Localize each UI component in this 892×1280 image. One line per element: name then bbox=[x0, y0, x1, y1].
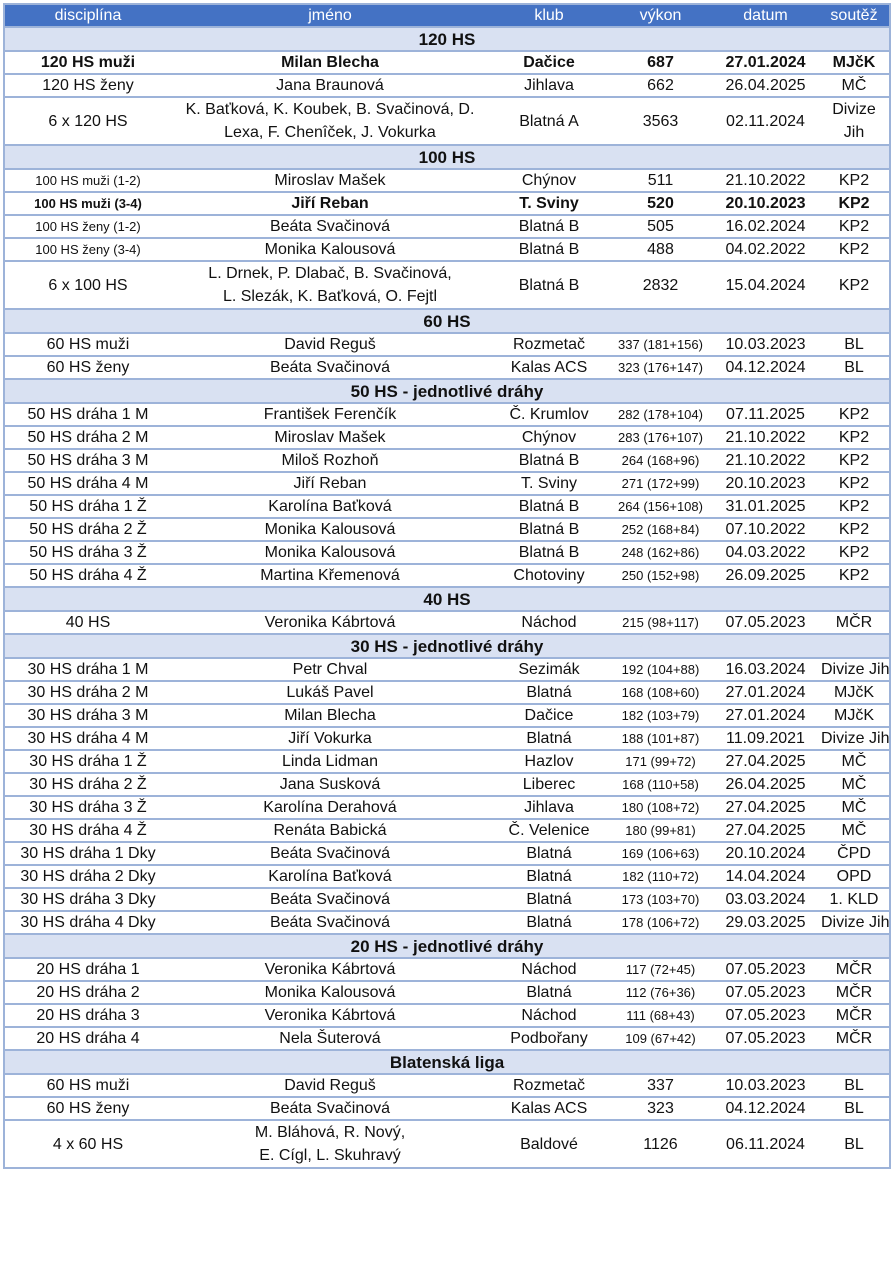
cell-jmeno: Miloš Rozhoň bbox=[171, 449, 489, 472]
cell-vykon: 687 bbox=[609, 51, 712, 74]
cell-datum: 02.11.2024 bbox=[712, 97, 819, 145]
cell-klub: Blatná bbox=[489, 981, 609, 1004]
cell-soutez: MČR bbox=[819, 981, 890, 1004]
cell-soutez: ČPD bbox=[819, 842, 890, 865]
cell-soutez: KP2 bbox=[819, 472, 890, 495]
table-row bbox=[4, 727, 890, 750]
cell-vykon: 109 (67+42) bbox=[609, 1027, 712, 1050]
cell-datum: 26.04.2025 bbox=[712, 74, 819, 97]
table-row bbox=[4, 842, 890, 865]
cell-klub: T. Sviny bbox=[489, 472, 609, 495]
cell-vykon: 282 (178+104) bbox=[609, 403, 712, 426]
cell-vykon: 111 (68+43) bbox=[609, 1004, 712, 1027]
cell-vykon: 252 (168+84) bbox=[609, 518, 712, 541]
cell-soutez: MČ bbox=[819, 796, 890, 819]
table-row bbox=[4, 449, 890, 472]
cell-disciplina: 30 HS dráha 3 Dky bbox=[4, 888, 171, 911]
cell-vykon: 337 bbox=[609, 1074, 712, 1097]
cell-vykon: 520 bbox=[609, 192, 712, 215]
cell-jmeno: Jana Susková bbox=[171, 773, 489, 796]
cell-datum: 27.04.2025 bbox=[712, 750, 819, 773]
cell-disciplina: 30 HS dráha 4 Dky bbox=[4, 911, 171, 934]
cell-jmeno: Milan Blecha bbox=[171, 51, 489, 74]
cell-klub: Chýnov bbox=[489, 169, 609, 192]
cell-soutez: MČ bbox=[819, 773, 890, 796]
cell-soutez: MČR bbox=[819, 1004, 890, 1027]
jmeno-line: E. Cígl, L. Skuhravý bbox=[259, 1147, 401, 1164]
cell-soutez: BL bbox=[819, 1120, 890, 1168]
cell-klub: Blatná bbox=[489, 911, 609, 934]
cell-soutez: MJčK bbox=[819, 51, 890, 74]
cell-soutez: Divize Jih bbox=[819, 911, 890, 934]
cell-klub: Č. Krumlov bbox=[489, 403, 609, 426]
section-title: 40 HS bbox=[4, 587, 890, 611]
cell-vykon: 488 bbox=[609, 238, 712, 261]
cell-datum: 20.10.2023 bbox=[712, 472, 819, 495]
cell-disciplina: 100 HS muži (3-4) bbox=[4, 192, 171, 215]
cell-klub: Hazlov bbox=[489, 750, 609, 773]
section-title: Blatenská liga bbox=[4, 1050, 890, 1074]
cell-datum: 21.10.2022 bbox=[712, 426, 819, 449]
table-row bbox=[4, 911, 890, 934]
cell-soutez: BL bbox=[819, 333, 890, 356]
jmeno-line: Lexa, F. Chenîček, J. Vokurka bbox=[224, 124, 436, 141]
cell-jmeno: Miroslav Mašek bbox=[171, 426, 489, 449]
cell-disciplina: 60 HS ženy bbox=[4, 1097, 171, 1120]
cell-vykon: 2832 bbox=[609, 261, 712, 309]
cell-jmeno: Miroslav Mašek bbox=[171, 169, 489, 192]
cell-disciplina: 40 HS bbox=[4, 611, 171, 634]
cell-jmeno: Jiří Reban bbox=[171, 472, 489, 495]
cell-disciplina: 50 HS dráha 2 Ž bbox=[4, 518, 171, 541]
section-row bbox=[4, 309, 890, 333]
section-row bbox=[4, 145, 890, 169]
table-row bbox=[4, 773, 890, 796]
cell-vykon: 3563 bbox=[609, 97, 712, 145]
cell-disciplina: 30 HS dráha 4 Ž bbox=[4, 819, 171, 842]
cell-disciplina: 30 HS dráha 2 M bbox=[4, 681, 171, 704]
cell-klub: Blatná bbox=[489, 865, 609, 888]
cell-klub: Náchod bbox=[489, 958, 609, 981]
cell-disciplina: 120 HS muži bbox=[4, 51, 171, 74]
cell-datum: 04.03.2022 bbox=[712, 541, 819, 564]
cell-disciplina: 4 x 60 HS bbox=[4, 1120, 171, 1168]
cell-jmeno: Renáta Babická bbox=[171, 819, 489, 842]
cell-vykon: 337 (181+156) bbox=[609, 333, 712, 356]
section-title: 100 HS bbox=[4, 145, 890, 169]
cell-soutez: KP2 bbox=[819, 495, 890, 518]
cell-disciplina: 30 HS dráha 2 Ž bbox=[4, 773, 171, 796]
cell-disciplina: 60 HS ženy bbox=[4, 356, 171, 379]
section-row bbox=[4, 27, 890, 51]
cell-vykon: 178 (106+72) bbox=[609, 911, 712, 934]
cell-soutez: KP2 bbox=[819, 518, 890, 541]
cell-jmeno: Karolína Derahová bbox=[171, 796, 489, 819]
cell-datum: 31.01.2025 bbox=[712, 495, 819, 518]
cell-vykon: 117 (72+45) bbox=[609, 958, 712, 981]
cell-jmeno: David Reguš bbox=[171, 1074, 489, 1097]
cell-jmeno: Nela Šuterová bbox=[171, 1027, 489, 1050]
table-row bbox=[4, 541, 890, 564]
table-row bbox=[4, 518, 890, 541]
cell-vykon: 283 (176+107) bbox=[609, 426, 712, 449]
cell-klub: Baldové bbox=[489, 1120, 609, 1168]
cell-soutez: MČ bbox=[819, 74, 890, 97]
cell-vykon: 169 (106+63) bbox=[609, 842, 712, 865]
cell-klub: Blatná bbox=[489, 888, 609, 911]
cell-disciplina: 30 HS dráha 3 Ž bbox=[4, 796, 171, 819]
cell-disciplina: 30 HS dráha 1 Dky bbox=[4, 842, 171, 865]
cell-vykon: 182 (103+79) bbox=[609, 704, 712, 727]
section-title: 50 HS - jednotlivé dráhy bbox=[4, 379, 890, 403]
table-row bbox=[4, 215, 890, 238]
cell-datum: 04.12.2024 bbox=[712, 356, 819, 379]
records-table bbox=[3, 3, 891, 1169]
cell-soutez: BL bbox=[819, 1074, 890, 1097]
table-row bbox=[4, 74, 890, 97]
jmeno-line: K. Baťková, K. Koubek, B. Svačinová, D. bbox=[185, 101, 475, 118]
cell-klub: Blatná B bbox=[489, 215, 609, 238]
cell-jmeno bbox=[171, 1120, 489, 1168]
table-body bbox=[4, 27, 890, 1168]
cell-disciplina: 6 x 120 HS bbox=[4, 97, 171, 145]
cell-datum: 16.02.2024 bbox=[712, 215, 819, 238]
cell-disciplina: 120 HS ženy bbox=[4, 74, 171, 97]
table-row bbox=[4, 981, 890, 1004]
cell-disciplina: 20 HS dráha 4 bbox=[4, 1027, 171, 1050]
cell-jmeno: Monika Kalousová bbox=[171, 981, 489, 1004]
cell-soutez: KP2 bbox=[819, 215, 890, 238]
table-row bbox=[4, 356, 890, 379]
cell-soutez: MČR bbox=[819, 611, 890, 634]
table-row bbox=[4, 1004, 890, 1027]
header-row bbox=[4, 4, 890, 27]
table-row bbox=[4, 472, 890, 495]
cell-jmeno: David Reguš bbox=[171, 333, 489, 356]
cell-vykon: 323 (176+147) bbox=[609, 356, 712, 379]
cell-jmeno: Monika Kalousová bbox=[171, 518, 489, 541]
cell-jmeno: Veronika Kábrtová bbox=[171, 611, 489, 634]
jmeno-line: M. Bláhová, R. Nový, bbox=[254, 1124, 406, 1141]
cell-klub: Rozmetač bbox=[489, 333, 609, 356]
cell-disciplina: 100 HS ženy (3-4) bbox=[4, 238, 171, 261]
table-row bbox=[4, 888, 890, 911]
cell-klub: Blatná bbox=[489, 681, 609, 704]
cell-vykon: 188 (101+87) bbox=[609, 727, 712, 750]
cell-disciplina: 50 HS dráha 3 M bbox=[4, 449, 171, 472]
section-title: 120 HS bbox=[4, 27, 890, 51]
cell-datum: 07.05.2023 bbox=[712, 958, 819, 981]
cell-klub: Blatná A bbox=[489, 97, 609, 145]
cell-jmeno: Veronika Kábrtová bbox=[171, 958, 489, 981]
cell-disciplina: 100 HS muži (1-2) bbox=[4, 169, 171, 192]
cell-jmeno: Beáta Svačinová bbox=[171, 842, 489, 865]
cell-klub: Blatná B bbox=[489, 495, 609, 518]
cell-klub: Blatná B bbox=[489, 541, 609, 564]
cell-datum: 29.03.2025 bbox=[712, 911, 819, 934]
section-row bbox=[4, 379, 890, 403]
cell-disciplina: 50 HS dráha 1 M bbox=[4, 403, 171, 426]
cell-jmeno: Monika Kalousová bbox=[171, 238, 489, 261]
section-title: 20 HS - jednotlivé dráhy bbox=[4, 934, 890, 958]
cell-disciplina: 60 HS muži bbox=[4, 333, 171, 356]
header-datum: datum bbox=[712, 4, 819, 27]
cell-datum: 04.02.2022 bbox=[712, 238, 819, 261]
cell-datum: 27.01.2024 bbox=[712, 51, 819, 74]
cell-soutez: KP2 bbox=[819, 238, 890, 261]
cell-klub: Blatná B bbox=[489, 518, 609, 541]
cell-vykon: 264 (156+108) bbox=[609, 495, 712, 518]
table-row bbox=[4, 426, 890, 449]
cell-vykon: 112 (76+36) bbox=[609, 981, 712, 1004]
cell-vykon: 171 (99+72) bbox=[609, 750, 712, 773]
cell-soutez: 1. KLD bbox=[819, 888, 890, 911]
cell-vykon: 505 bbox=[609, 215, 712, 238]
cell-disciplina: 20 HS dráha 2 bbox=[4, 981, 171, 1004]
cell-datum: 03.03.2024 bbox=[712, 888, 819, 911]
cell-datum: 04.12.2024 bbox=[712, 1097, 819, 1120]
table-row bbox=[4, 1074, 890, 1097]
jmeno-line: L. Drnek, P. Dlabač, B. Svačinová, bbox=[208, 265, 452, 282]
cell-jmeno bbox=[171, 261, 489, 309]
cell-vykon: 323 bbox=[609, 1097, 712, 1120]
header-soutez: soutěž bbox=[819, 4, 890, 27]
cell-disciplina: 30 HS dráha 4 M bbox=[4, 727, 171, 750]
cell-jmeno: Jana Braunová bbox=[171, 74, 489, 97]
cell-jmeno: Veronika Kábrtová bbox=[171, 1004, 489, 1027]
cell-datum: 16.03.2024 bbox=[712, 658, 819, 681]
header-jmeno: jméno bbox=[171, 4, 489, 27]
cell-disciplina: 50 HS dráha 4 M bbox=[4, 472, 171, 495]
cell-soutez: KP2 bbox=[819, 426, 890, 449]
cell-datum: 27.04.2025 bbox=[712, 819, 819, 842]
cell-disciplina: 30 HS dráha 2 Dky bbox=[4, 865, 171, 888]
cell-datum: 10.03.2023 bbox=[712, 333, 819, 356]
cell-soutez: KP2 bbox=[819, 449, 890, 472]
cell-vykon: 168 (108+60) bbox=[609, 681, 712, 704]
table-row bbox=[4, 403, 890, 426]
table-row bbox=[4, 611, 890, 634]
cell-datum: 27.01.2024 bbox=[712, 704, 819, 727]
cell-disciplina: 30 HS dráha 1 M bbox=[4, 658, 171, 681]
cell-datum: 06.11.2024 bbox=[712, 1120, 819, 1168]
table-row bbox=[4, 750, 890, 773]
cell-vykon: 192 (104+88) bbox=[609, 658, 712, 681]
table-row bbox=[4, 796, 890, 819]
cell-disciplina: 50 HS dráha 1 Ž bbox=[4, 495, 171, 518]
cell-disciplina: 60 HS muži bbox=[4, 1074, 171, 1097]
cell-klub: Chotoviny bbox=[489, 564, 609, 587]
cell-jmeno: Beáta Svačinová bbox=[171, 1097, 489, 1120]
cell-datum: 26.04.2025 bbox=[712, 773, 819, 796]
cell-jmeno: Linda Lidman bbox=[171, 750, 489, 773]
cell-datum: 27.04.2025 bbox=[712, 796, 819, 819]
cell-jmeno: Monika Kalousová bbox=[171, 541, 489, 564]
cell-datum: 07.05.2023 bbox=[712, 981, 819, 1004]
cell-soutez: MČ bbox=[819, 750, 890, 773]
cell-klub: Blatná B bbox=[489, 261, 609, 309]
cell-soutez: MČR bbox=[819, 1027, 890, 1050]
table-row bbox=[4, 261, 890, 309]
cell-klub: Blatná bbox=[489, 842, 609, 865]
cell-soutez: KP2 bbox=[819, 169, 890, 192]
cell-datum: 15.04.2024 bbox=[712, 261, 819, 309]
cell-klub: Rozmetač bbox=[489, 1074, 609, 1097]
table-row bbox=[4, 658, 890, 681]
cell-jmeno: Jiří Reban bbox=[171, 192, 489, 215]
cell-soutez: MJčK bbox=[819, 704, 890, 727]
cell-klub: Náchod bbox=[489, 611, 609, 634]
cell-datum: 10.03.2023 bbox=[712, 1074, 819, 1097]
table-row bbox=[4, 704, 890, 727]
cell-vykon: 182 (110+72) bbox=[609, 865, 712, 888]
cell-klub: Chýnov bbox=[489, 426, 609, 449]
cell-klub: Blatná bbox=[489, 727, 609, 750]
cell-soutez: KP2 bbox=[819, 564, 890, 587]
cell-datum: 14.04.2024 bbox=[712, 865, 819, 888]
cell-soutez: KP2 bbox=[819, 403, 890, 426]
table-row bbox=[4, 1027, 890, 1050]
cell-klub: Dačice bbox=[489, 51, 609, 74]
cell-klub: Blatná B bbox=[489, 449, 609, 472]
cell-disciplina: 50 HS dráha 2 M bbox=[4, 426, 171, 449]
table-row bbox=[4, 819, 890, 842]
cell-klub: Sezimák bbox=[489, 658, 609, 681]
cell-disciplina: 50 HS dráha 3 Ž bbox=[4, 541, 171, 564]
table-row bbox=[4, 958, 890, 981]
cell-vykon: 511 bbox=[609, 169, 712, 192]
cell-datum: 20.10.2023 bbox=[712, 192, 819, 215]
cell-soutez: MČ bbox=[819, 819, 890, 842]
section-row bbox=[4, 934, 890, 958]
cell-disciplina: 30 HS dráha 1 Ž bbox=[4, 750, 171, 773]
cell-jmeno: František Ferenčík bbox=[171, 403, 489, 426]
table-row bbox=[4, 495, 890, 518]
cell-soutez: MJčK bbox=[819, 681, 890, 704]
cell-jmeno: Beáta Svačinová bbox=[171, 356, 489, 379]
cell-datum: 07.11.2025 bbox=[712, 403, 819, 426]
cell-vykon: 1126 bbox=[609, 1120, 712, 1168]
table-row bbox=[4, 169, 890, 192]
table-row bbox=[4, 238, 890, 261]
jmeno-line: L. Slezák, K. Baťková, O. Fejtl bbox=[222, 288, 438, 305]
cell-klub: Blatná B bbox=[489, 238, 609, 261]
cell-jmeno: Milan Blecha bbox=[171, 704, 489, 727]
cell-datum: 11.09.2021 bbox=[712, 727, 819, 750]
cell-jmeno: Lukáš Pavel bbox=[171, 681, 489, 704]
cell-datum: 21.10.2022 bbox=[712, 449, 819, 472]
cell-jmeno: Martina Křemenová bbox=[171, 564, 489, 587]
cell-soutez: BL bbox=[819, 356, 890, 379]
cell-soutez: KP2 bbox=[819, 192, 890, 215]
cell-soutez: KP2 bbox=[819, 541, 890, 564]
cell-vykon: 250 (152+98) bbox=[609, 564, 712, 587]
cell-soutez: KP2 bbox=[819, 261, 890, 309]
cell-klub: Č. Velenice bbox=[489, 819, 609, 842]
cell-klub: Liberec bbox=[489, 773, 609, 796]
cell-datum: 07.05.2023 bbox=[712, 611, 819, 634]
table-row bbox=[4, 865, 890, 888]
cell-datum: 07.05.2023 bbox=[712, 1004, 819, 1027]
cell-jmeno: Karolína Baťková bbox=[171, 865, 489, 888]
cell-datum: 20.10.2024 bbox=[712, 842, 819, 865]
table-row bbox=[4, 564, 890, 587]
cell-jmeno: Karolína Baťková bbox=[171, 495, 489, 518]
cell-jmeno: Beáta Svačinová bbox=[171, 911, 489, 934]
header-disciplina: disciplína bbox=[4, 4, 171, 27]
cell-disciplina: 20 HS dráha 1 bbox=[4, 958, 171, 981]
table-header bbox=[4, 4, 890, 27]
cell-jmeno bbox=[171, 97, 489, 145]
section-row bbox=[4, 634, 890, 658]
cell-klub: T. Sviny bbox=[489, 192, 609, 215]
cell-soutez: Divize Jih bbox=[819, 727, 890, 750]
cell-jmeno: Beáta Svačinová bbox=[171, 215, 489, 238]
cell-klub: Podbořany bbox=[489, 1027, 609, 1050]
cell-datum: 07.05.2023 bbox=[712, 1027, 819, 1050]
table-row bbox=[4, 1097, 890, 1120]
cell-klub: Kalas ACS bbox=[489, 356, 609, 379]
section-row bbox=[4, 1050, 890, 1074]
cell-jmeno: Jiří Vokurka bbox=[171, 727, 489, 750]
cell-vykon: 271 (172+99) bbox=[609, 472, 712, 495]
cell-vykon: 173 (103+70) bbox=[609, 888, 712, 911]
cell-disciplina: 50 HS dráha 4 Ž bbox=[4, 564, 171, 587]
table-row bbox=[4, 681, 890, 704]
cell-vykon: 264 (168+96) bbox=[609, 449, 712, 472]
cell-disciplina: 100 HS ženy (1-2) bbox=[4, 215, 171, 238]
cell-klub: Kalas ACS bbox=[489, 1097, 609, 1120]
cell-soutez: BL bbox=[819, 1097, 890, 1120]
cell-soutez: Divize Jih bbox=[819, 658, 890, 681]
section-row bbox=[4, 587, 890, 611]
section-title: 30 HS - jednotlivé dráhy bbox=[4, 634, 890, 658]
table-row bbox=[4, 192, 890, 215]
cell-klub: Jihlava bbox=[489, 74, 609, 97]
cell-vykon: 180 (108+72) bbox=[609, 796, 712, 819]
cell-datum: 07.10.2022 bbox=[712, 518, 819, 541]
cell-soutez: OPD bbox=[819, 865, 890, 888]
cell-disciplina: 6 x 100 HS bbox=[4, 261, 171, 309]
header-klub: klub bbox=[489, 4, 609, 27]
cell-disciplina: 20 HS dráha 3 bbox=[4, 1004, 171, 1027]
cell-klub: Dačice bbox=[489, 704, 609, 727]
cell-datum: 27.01.2024 bbox=[712, 681, 819, 704]
cell-jmeno: Petr Chval bbox=[171, 658, 489, 681]
cell-soutez: MČR bbox=[819, 958, 890, 981]
section-title: 60 HS bbox=[4, 309, 890, 333]
cell-disciplina: 30 HS dráha 3 M bbox=[4, 704, 171, 727]
cell-klub: Náchod bbox=[489, 1004, 609, 1027]
cell-datum: 26.09.2025 bbox=[712, 564, 819, 587]
cell-soutez: Divize Jih bbox=[819, 97, 890, 145]
cell-vykon: 248 (162+86) bbox=[609, 541, 712, 564]
header-vykon: výkon bbox=[609, 4, 712, 27]
cell-datum: 21.10.2022 bbox=[712, 169, 819, 192]
cell-vykon: 662 bbox=[609, 74, 712, 97]
table-row bbox=[4, 51, 890, 74]
table-row bbox=[4, 97, 890, 145]
table-row bbox=[4, 333, 890, 356]
cell-vykon: 168 (110+58) bbox=[609, 773, 712, 796]
table-row bbox=[4, 1120, 890, 1168]
cell-jmeno: Beáta Svačinová bbox=[171, 888, 489, 911]
cell-klub: Jihlava bbox=[489, 796, 609, 819]
cell-vykon: 180 (99+81) bbox=[609, 819, 712, 842]
cell-vykon: 215 (98+117) bbox=[609, 611, 712, 634]
